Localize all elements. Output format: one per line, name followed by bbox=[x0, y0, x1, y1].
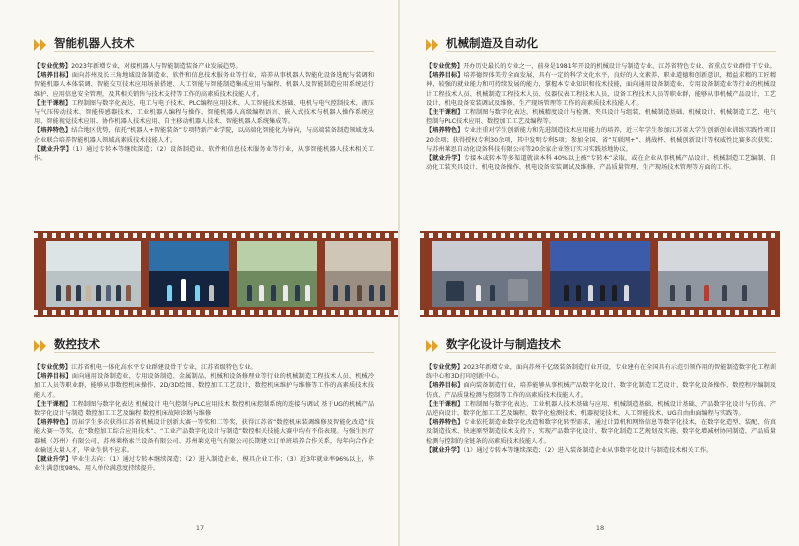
photo-training-room bbox=[658, 241, 768, 307]
para-features: 【培养特色】历届学生多次获得江苏省机械设计创新大赛一等奖和二等奖，获得江苏省“数控机床装调维修及智能化改造”技能大赛一等奖，在“数控加工综合应用技术”、“工业产品数字化设计与制造”数控相关技能大赛中均有不俗表现。与强生医疗器械（苏州）有限公司、苏州莱格索兰设备有限公司、苏州莱克电气有限公司长期建立订单班培养合作关系，每年向合作企业输送大量人才，毕业生供不应求。 bbox=[34, 419, 375, 454]
para-features: 【培养特色】结合地区优势，依托“机器人+智能装备”专项特新产业学院，以高端化智能化为导向，与高端装备制造领域龙头企业联合培养智能机器人领域高素质技术技能人才。 bbox=[34, 127, 375, 144]
heading-rule bbox=[446, 352, 776, 353]
page-number: 17 bbox=[195, 524, 205, 532]
para-goal: 【培养目标】面向苏州及长三角地域设备制造业、软件和信息技术服务业等行业，培养从事机器人智能化设备选配与装调和智能机器人本体装调、智能交互技术应用场景搭建、人工智能与智能制造集成应用与编程、机器人及智能制造应用系统运行维护、应用信息安全管理，及其相关销售与技术支持等工作的高素质技术技能人才。 bbox=[34, 72, 375, 98]
para-employment: 【就业升学】（1）通过专转本等继续深造；（2）进入装备制造企业从事数字化设计与制造技术相关工作。 bbox=[426, 446, 713, 454]
section-body bbox=[426, 363, 776, 455]
section-title: 机械制造及自动化 bbox=[446, 36, 538, 50]
left-page bbox=[0, 0, 399, 546]
photo-film-strip bbox=[34, 231, 398, 317]
right-page bbox=[400, 0, 799, 546]
section-title: 数控技术 bbox=[54, 337, 100, 351]
para-advantage: 【专业优势】江苏省机电一体化高水平专业群建设骨干专业，江苏省级特色专业。 bbox=[34, 364, 257, 371]
section-body bbox=[426, 62, 776, 172]
section-heading bbox=[34, 34, 374, 56]
para-features: 【培养特色】专业依托制造业数字化改造和数字化转型需求，通过计算机和网络信息等数字化技术，在数字化造型、装配、仿真及制造技术、快速原型制造技术支持下，实现产品数字化设计、数字化制造工艺规划及实施、数字化增减材协同制造、产品质量检测与控制的全链条的高素质技术技能人才。 bbox=[426, 419, 777, 445]
section-cnc bbox=[34, 335, 374, 473]
para-goal: 【培养目标】面向通用设备制造业、专用设备制造、金属制品、机械和设备修理业等行业的机械制造工程技术人员、机械冷加工人员等职业群，能够从事数控机床操作、2D/3D绘图、数控加工工艺设计、数控机床维护与维修等工作的高素质技术技能人才。 bbox=[34, 373, 375, 399]
para-advantage: 【专业优势】开办历史最长的专业之一，前身是1981年开设的机械设计与制造专业，江苏省特色专业、省重点专业群骨干专业。 bbox=[426, 63, 776, 70]
section-intelligent-robot bbox=[34, 34, 374, 163]
section-mechanical-manufacturing bbox=[426, 34, 776, 172]
section-heading bbox=[426, 34, 776, 56]
photo-team bbox=[325, 241, 391, 307]
para-courses: 【主干课程】工程制图与数字化表达、工业机器人技术基础与应用、机械制造基础、机械设计基础、产品数字化设计与仿真、产品逆向设计、数字化加工工艺及编程、数字化检测技术、机器视觉技术、人工智能技术、UG自由曲面编程与实践等。 bbox=[426, 400, 777, 418]
para-advantage: 【专业优势】2023年新增专业，对接机器人与智能制造装备产业发展趋势。 bbox=[34, 63, 242, 70]
double-chevron-icon bbox=[34, 340, 48, 352]
section-heading bbox=[426, 335, 776, 357]
double-chevron-icon bbox=[34, 39, 48, 51]
photo-robot-screen bbox=[149, 241, 229, 307]
photo-outdoor-group bbox=[237, 241, 317, 307]
para-employment: 【就业升学】（1）通过专转本等继续深造；（2）设备制造业、软件和信息技术服务业等行业，从事智能机器人技术相关工作。 bbox=[34, 145, 375, 163]
section-heading bbox=[34, 335, 374, 357]
para-goal: 【培养目标】面向装备制造行业，培养能够从事机械产品数字化设计、数字化制造工艺设计、数字化设备操作、数控程序编制及仿真、产品质量检测与控制等工作的高素质技术技能人才。 bbox=[426, 382, 777, 399]
para-employment: 【就业升学】专接本或转本等多渠道就读本科 40%以上被“专转本”录取，或在企业从事机械产品设计、机械制造工艺编制、自动化工装夹具设计、机电设备操作、机电设备安装调试及维修、产品质量管理、生产现场技术管理等方面的工作。 bbox=[426, 155, 776, 172]
para-employment: 【就业升学】毕业生去向：（1）通过专转本继续深造；（2）进入制造企业、模具企业工作；（3）近3年就业率96%以上，毕业生满意度98%，用人单位满意度持续提升。 bbox=[34, 456, 375, 473]
para-courses: 【主干课程】工程制图与数字化表达、机械精度设计与检测、夹具设计与组装、机械制造基础、机械设计、机械制造工艺、电气控制与PLC技术应用、数控加工工艺及编程等。 bbox=[426, 109, 777, 126]
para-courses: 【主干课程】工程制图与数字化表达 机械设计 电气控制与PLC应用技术 数控机床控制系统的连接与调试 基于UG的机械产品数字化设计与制造 数控加工工艺及编程 数控机床故障诊断与维修 bbox=[34, 400, 375, 418]
heading-rule bbox=[54, 51, 374, 52]
section-digital-design bbox=[426, 335, 776, 455]
section-title: 数字化设计与制造技术 bbox=[446, 337, 561, 351]
page-number: 18 bbox=[595, 524, 605, 532]
para-courses: 【主干课程】工程制图与数字化表达、电工与电子技术、PLC编程应用技术、人工智能技术基础、电机与电气控制技术、液压与气压传动技术、智能传感器技术、工业机器人编程与操作、智能机器人高级编程语言、嵌入式技术与机器人操作系统应用、智能视觉技术应用、协作机器人技术应用、自主移动机器人技术、智能机器人系统集成等。 bbox=[34, 99, 375, 126]
para-goal: 【培养目标】培养德智体美劳全面发展，具有一定的科学文化水平，良好的人文素养、职业道德和创新意识，精益求精的工匠精神，较强的就业能力和可持续发展的能力，掌握本专业知识和技术技能，面向通用设备制造业、专用设备制造业等行业的机械设计工程技术人员、机械制造工程技术人员、仪器仪表工程技术人员、设备工程技术人员等职业群，能够从事机械产品设计、工艺设计、机电设备安装调试及维修、生产现场管理等工作的高素质技术技能人才。 bbox=[426, 72, 777, 107]
double-chevron-icon bbox=[426, 39, 440, 51]
double-chevron-icon bbox=[426, 340, 440, 352]
photo-workshop bbox=[432, 241, 542, 307]
photo-film-strip bbox=[420, 231, 780, 317]
photo-group-lab bbox=[46, 241, 141, 307]
photo-competition-stage bbox=[550, 241, 650, 307]
section-title: 智能机器人技术 bbox=[54, 36, 135, 50]
heading-rule bbox=[54, 352, 374, 353]
para-features: 【培养特色】专业注重对学生创新能力和先进制造技术应用能力的培养，近三年学生参加江苏省大学生创新创业训练实践性项目20余项；获得授权专利30余项，其中发明专利5项；参加全国、省“互联网+”、挑战杯、机械创新设计等权威性比赛多次获奖；与苏州莱思自动化设备科技有限公司等20余家企业签订实习实践基地协议。 bbox=[426, 127, 777, 153]
heading-rule bbox=[446, 51, 776, 52]
section-body bbox=[34, 62, 374, 163]
section-body bbox=[34, 363, 374, 473]
para-advantage: 【专业优势】2023年新增专业，面向苏州千亿级装备制造行业开设，专业建有在全国具有示范引领作用的智能制造数字化工程训练中心和3D打印创新中心。 bbox=[426, 364, 776, 381]
